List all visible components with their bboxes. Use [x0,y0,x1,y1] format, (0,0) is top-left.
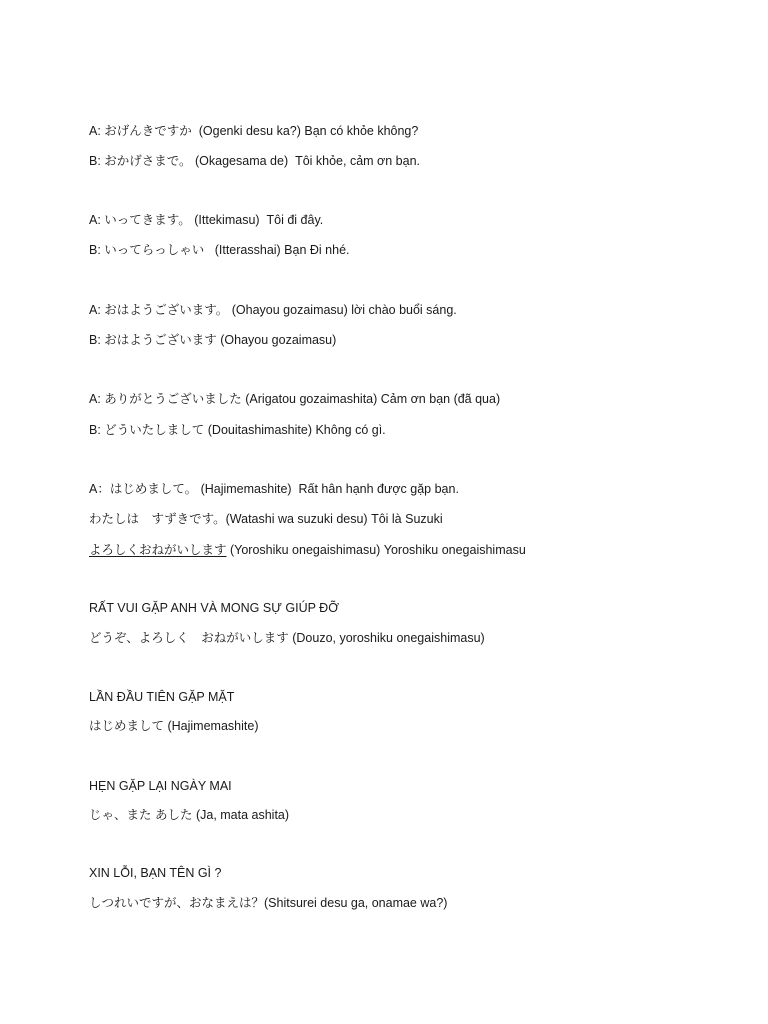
dialogue-line: B: どういたしまして (Douitashimashite) Không có gì. [89,423,386,437]
phrase-line: どうぞ、よろしく おねがいします (Douzo, yoroshiku onegaishimasu) [89,631,485,645]
section-heading: LẦN ĐẦU TIÊN GẶP MẶT [89,690,235,704]
phrase-line: じゃ、また あした (Ja, mata ashita) [89,808,290,822]
dialogue-line: A: ありがとうございました (Arigatou gozaimashita) Cảm ơn bạn (đã qua) [89,392,501,406]
dialogue-line: B: おはようございます (Ohayou gozaimasu) [89,333,337,347]
section-heading: HẸN GẶP LẠI NGÀY MAI [89,779,232,793]
dialogue-line: A: いってきます。 (Ittekimasu) Tôi đi đây. [89,213,324,227]
dialogue-line: B: おかげさまで。 (Okagesama de) Tôi khỏe, cảm ơn bạn. [89,154,420,168]
section-heading: XIN LỖI, BẠN TÊN GÌ ? [89,866,222,880]
dialogue-line: B: いってらっしゃい (Itterasshai) Bạn Đi nhé. [89,243,350,257]
dialogue-line: A: おげんきですか (Ogenki desu ka?) Bạn có khỏe không? [89,124,419,138]
dialogue-line: よろしくおねがいします (Yoroshiku onegaishimasu) Yoroshiku onegaishimasu [89,543,526,557]
section-heading: RẤT VUI GẶP ANH VÀ MONG SỰ GIÚP ĐỠ [89,601,339,615]
dialogue-line: A：はじめまして。 (Hajimemashite) Rất hân hạnh được gặp bạn. [89,482,459,496]
dialogue-line: わたしは すずきです。(Watashi wa suzuki desu) Tôi là Suzuki [89,512,443,526]
phrase-line: しつれいですが、おなまえは？(Shitsurei desu ga, onamae wa?) [89,896,448,910]
dialogue-line: A: おはようございます。 (Ohayou gozaimasu) lời chào buổi sáng. [89,303,457,317]
phrase-line: はじめまして (Hajimemashite) [89,719,259,733]
